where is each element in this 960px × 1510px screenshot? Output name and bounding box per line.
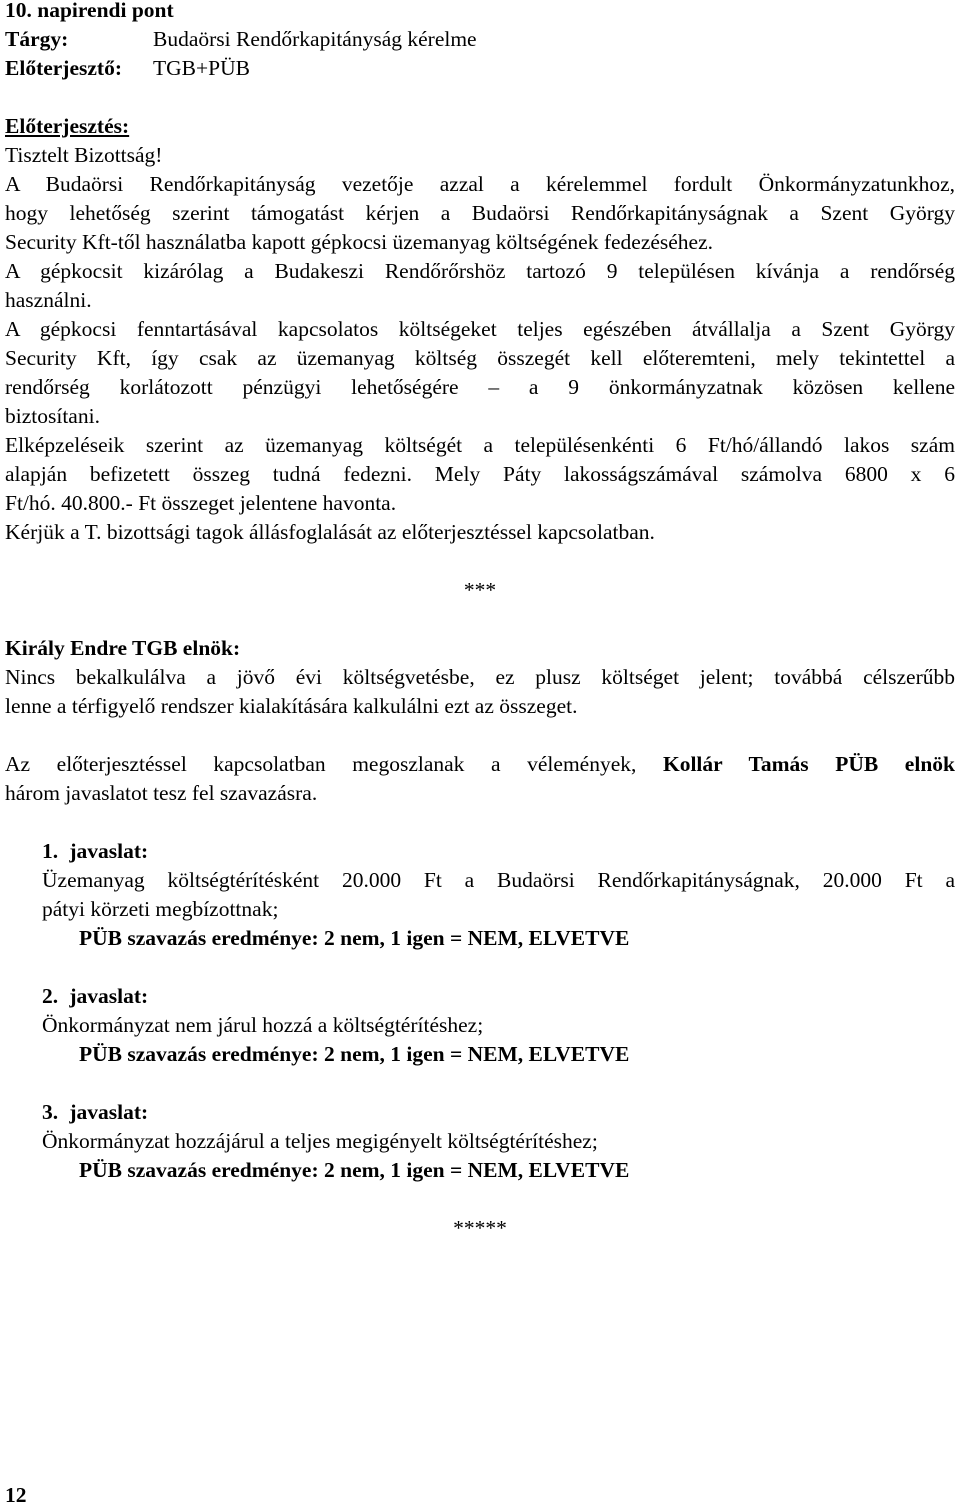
p4-line: alapján befizetett összeg tudná fedezni. Mely Páty lakosságszámával számolva 6800 x 6 — [5, 462, 955, 486]
proposal-1-result: PÜB szavazás eredménye: 2 nem, 1 igen = NEM, ELVETVE — [79, 926, 630, 950]
proposal-2-heading — [5, 982, 955, 1011]
spacer — [5, 605, 955, 634]
p2-line: használni. — [5, 288, 92, 312]
spacer — [5, 83, 955, 112]
speaker-text-line: lenne a térfigyelő rendszer kialakítására kalkulálni ezt az összeget. — [5, 694, 578, 718]
page-number: 12 — [5, 1483, 27, 1507]
proposal-2-result: PÜB szavazás eredménye: 2 nem, 1 igen = NEM, ELVETVE — [79, 1042, 630, 1066]
proposal-3-text: Önkormányzat hozzájárul a teljes megigényelt költségtérítéshez; — [42, 1129, 598, 1153]
separator-stars: *** — [463, 578, 497, 602]
p1-line: A Budaörsi Rendőrkapitányság vezetője azzal a kérelemmel fordult Önkormányzatunkhoz, — [5, 172, 955, 196]
p3-line: Security Kft, így csak az üzemanyag költség összegét kell előteremteni, mely tekintettel a — [5, 346, 955, 370]
p2-line: A gépkocsit kizárólag a Budakeszi Rendőrőrshöz tartozó 9 településen kívánja a rendőrség — [5, 259, 955, 283]
p4-line: Ft/hó. 40.800.- Ft összeget jelentene havonta. — [5, 491, 397, 515]
spacer — [5, 953, 955, 982]
p4-line: Elképzeléseik szerint az üzemanyag költségét a településenkénti 6 Ft/hó/állandó lakos szám — [5, 433, 955, 457]
proposal-label: javaslat: — [69, 839, 149, 863]
presenter-row — [5, 54, 955, 83]
summary-line — [5, 750, 955, 779]
p3-line: A gépkocsi fenntartásával kapcsolatos költségeket teljes egészében átvállalja a Szent György — [5, 317, 955, 341]
summary-text: Az előterjesztéssel kapcsolatban megoszlanak a vélemények, — [5, 752, 663, 776]
p5-line: Kérjük a T. bizottsági tagok állásfoglalását az előterjesztéssel kapcsolatban. — [5, 520, 655, 544]
speaker-name: Király Endre TGB elnök: — [5, 636, 241, 660]
presenter-value: TGB+PÜB — [153, 56, 250, 80]
proposal-2-text: Önkormányzat nem járul hozzá a költségtérítéshez; — [42, 1013, 484, 1037]
summary-bold-name: Kollár Tamás PÜB elnök — [662, 752, 955, 776]
p1-line: Security Kft-től használatba kapott gépkocsi üzemanyag költségének fedezéséhez. — [5, 230, 714, 254]
spacer — [5, 1185, 955, 1214]
proposal-number: 3. — [42, 1100, 59, 1124]
proposal-3-result: PÜB szavazás eredménye: 2 nem, 1 igen = NEM, ELVETVE — [79, 1158, 630, 1182]
summary-line: három javaslatot tesz fel szavazásra. — [5, 781, 318, 805]
subject-value: Budaörsi Rendőrkapitányság kérelme — [153, 27, 477, 51]
proposal-1-heading — [5, 837, 955, 866]
end-separator-stars: ***** — [453, 1216, 507, 1240]
proposal-label: javaslat: — [69, 1100, 149, 1124]
proposal-label: javaslat: — [69, 984, 149, 1008]
speaker-text-line: Nincs bekalkulálva a jövő évi költségvetésbe, ez plusz költséget jelent; továbbá célszerűbb — [5, 665, 955, 689]
p3-line: biztosítani. — [5, 404, 100, 428]
proposal-3-heading — [5, 1098, 955, 1127]
agenda-title: 10. napirendi pont — [5, 0, 174, 22]
proposal-1-text: pátyi körzeti megbízottnak; — [42, 897, 279, 921]
document-page — [5, 0, 955, 1243]
subject-label: Tárgy: — [5, 27, 69, 51]
spacer — [5, 721, 955, 750]
salutation: Tisztelt Bizottság! — [5, 143, 163, 167]
proposal-number: 1. — [42, 839, 59, 863]
subject-row — [5, 25, 955, 54]
spacer — [5, 808, 955, 837]
proposal-heading: Előterjesztés: — [5, 114, 130, 138]
proposal-1-text: Üzemanyag költségtérítésként 20.000 Ft a Budaörsi Rendőrkapitányságnak, 20.000 Ft a — [42, 868, 955, 892]
spacer — [5, 547, 955, 576]
spacer — [5, 1069, 955, 1098]
proposal-number: 2. — [42, 984, 59, 1008]
presenter-label: Előterjesztő: — [5, 56, 122, 80]
p3-line: rendőrség korlátozott pénzügyi lehetőségére – a 9 önkormányzatnak közösen kellene — [5, 375, 955, 399]
p1-line: hogy lehetőség szerint támogatást kérjen a Budaörsi Rendőrkapitányságnak a Szent György — [5, 201, 955, 225]
